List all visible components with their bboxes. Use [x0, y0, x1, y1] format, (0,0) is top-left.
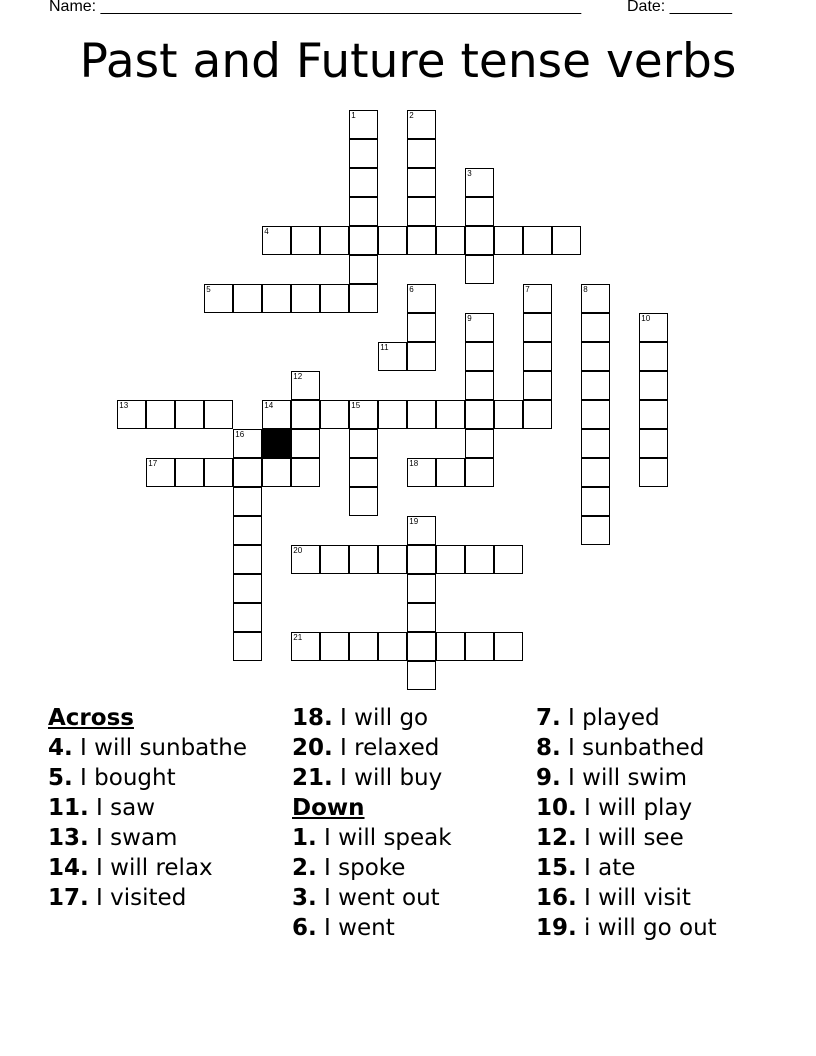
crossword-cell[interactable] [639, 400, 668, 429]
clue-down-15: 15. I ate [536, 855, 636, 881]
crossword-cell[interactable] [465, 632, 494, 661]
crossword-cell[interactable] [262, 458, 291, 487]
crossword-cell[interactable] [291, 545, 320, 574]
cell-number: 1 [351, 111, 356, 121]
crossword-cell[interactable] [465, 545, 494, 574]
crossword-cell[interactable] [349, 139, 378, 168]
crossword-cell[interactable] [523, 371, 552, 400]
crossword-cell[interactable] [465, 313, 494, 342]
crossword-cell[interactable] [465, 400, 494, 429]
crossword-cell[interactable] [407, 400, 436, 429]
crossword-cell[interactable] [436, 458, 465, 487]
cell-number: 9 [467, 314, 472, 324]
crossword-cell[interactable] [233, 516, 262, 545]
date-field[interactable]: Date: _______ [627, 0, 732, 15]
cell-number: 10 [641, 314, 651, 324]
crossword-cell[interactable] [378, 632, 407, 661]
crossword-cell[interactable] [349, 487, 378, 516]
clue-down-1: 1. I will speak [292, 825, 452, 851]
crossword-cell[interactable] [494, 400, 523, 429]
crossword-cell[interactable] [436, 545, 465, 574]
name-field[interactable]: Name: ______________________________________________________ [49, 0, 582, 15]
cell-number: 8 [583, 285, 588, 295]
crossword-cell[interactable] [581, 516, 610, 545]
down-heading: Down [292, 795, 365, 821]
clue-column-1 [48, 703, 288, 913]
crossword-cell[interactable] [349, 400, 378, 429]
crossword-cell[interactable] [407, 603, 436, 632]
crossword-cell[interactable] [291, 226, 320, 255]
crossword-cell[interactable] [581, 429, 610, 458]
crossword-cell[interactable] [291, 400, 320, 429]
clue-across-14: 14. I will relax [48, 855, 213, 881]
cell-number: 17 [148, 459, 158, 469]
crossword-cell[interactable] [349, 110, 378, 139]
crossword-cell[interactable] [552, 226, 581, 255]
crossword-cell[interactable] [407, 110, 436, 139]
crossword-cell[interactable] [407, 661, 436, 690]
crossword-cell[interactable] [581, 313, 610, 342]
crossword-cell[interactable] [378, 226, 407, 255]
clue-across-18: 18. I will go [292, 705, 429, 731]
crossword-cell[interactable] [291, 429, 320, 458]
cell-number: 3 [467, 169, 472, 179]
crossword-cell[interactable] [349, 226, 378, 255]
crossword-cell[interactable] [494, 545, 523, 574]
clue-down-9: 9. I will swim [536, 765, 688, 791]
clue-down-2: 2. I spoke [292, 855, 406, 881]
crossword-cell[interactable] [233, 284, 262, 313]
cell-number: 7 [525, 285, 530, 295]
crossword-cell[interactable] [639, 429, 668, 458]
cell-number: 21 [293, 633, 303, 643]
crossword-cell[interactable] [320, 226, 349, 255]
crossword-cell[interactable] [349, 458, 378, 487]
crossword-cell[interactable] [523, 284, 552, 313]
clue-down-3: 3. I went out [292, 885, 440, 911]
crossword-cell[interactable] [494, 226, 523, 255]
clue-across-5: 5. I bought [48, 765, 176, 791]
crossword-cell[interactable] [639, 342, 668, 371]
crossword-cell[interactable] [407, 516, 436, 545]
crossword-cell[interactable] [465, 226, 494, 255]
crossword-cell[interactable] [378, 545, 407, 574]
crossword-cell[interactable] [262, 226, 291, 255]
crossword-cell[interactable] [233, 429, 262, 458]
crossword-cell[interactable] [523, 342, 552, 371]
crossword-cell[interactable] [465, 342, 494, 371]
crossword-cell[interactable] [204, 284, 233, 313]
crossword-cell[interactable] [639, 371, 668, 400]
crossword-cell[interactable] [291, 458, 320, 487]
crossword-cell[interactable] [233, 574, 262, 603]
clue-across-11: 11. I saw [48, 795, 156, 821]
crossword-cell[interactable] [581, 371, 610, 400]
cell-number: 19 [409, 517, 419, 527]
crossword-cell[interactable] [175, 400, 204, 429]
cell-number: 5 [206, 285, 211, 295]
clue-down-8: 8. I sunbathed [536, 735, 705, 761]
crossword-cell[interactable] [291, 632, 320, 661]
crossword-cell[interactable] [349, 545, 378, 574]
crossword-cell[interactable] [465, 371, 494, 400]
crossword-cell[interactable] [523, 226, 552, 255]
cell-number: 12 [293, 372, 303, 382]
crossword-cell[interactable] [465, 255, 494, 284]
clue-down-12: 12. I will see [536, 825, 684, 851]
crossword-cell[interactable] [639, 313, 668, 342]
clue-down-7: 7. I played [536, 705, 660, 731]
crossword-cell[interactable] [523, 400, 552, 429]
crossword-cell[interactable] [581, 458, 610, 487]
across-heading: Across [48, 705, 134, 731]
crossword-cell[interactable] [262, 400, 291, 429]
crossword-cell[interactable] [407, 342, 436, 371]
clue-down-16: 16. I will visit [536, 885, 691, 911]
cell-number: 14 [264, 401, 274, 411]
crossword-cell[interactable] [407, 632, 436, 661]
crossword-cell[interactable] [465, 458, 494, 487]
cell-number: 2 [409, 111, 414, 121]
clue-across-20: 20. I relaxed [292, 735, 440, 761]
crossword-cell[interactable] [291, 284, 320, 313]
crossword-cell[interactable] [639, 458, 668, 487]
crossword-cell[interactable] [581, 284, 610, 313]
cell-number: 18 [409, 459, 419, 469]
crossword-cell[interactable] [233, 632, 262, 661]
cell-number: 11 [380, 343, 389, 353]
crossword-cell[interactable] [581, 342, 610, 371]
crossword-cell[interactable] [320, 545, 349, 574]
crossword-cell[interactable] [407, 139, 436, 168]
crossword-cell[interactable] [407, 574, 436, 603]
crossword-black-cell [262, 429, 291, 458]
crossword-cell[interactable] [523, 313, 552, 342]
cell-number: 16 [235, 430, 245, 440]
crossword-cell[interactable] [465, 197, 494, 226]
crossword-cell[interactable] [407, 458, 436, 487]
crossword-cell[interactable] [349, 429, 378, 458]
clue-column-3 [536, 703, 776, 943]
crossword-cell[interactable] [233, 545, 262, 574]
crossword-cell[interactable] [465, 168, 494, 197]
cell-number: 13 [119, 401, 129, 411]
crossword-cell[interactable] [407, 197, 436, 226]
crossword-cell[interactable] [407, 168, 436, 197]
crossword-cell[interactable] [407, 226, 436, 255]
clue-down-6: 6. I went [292, 915, 395, 941]
clue-down-19: 19. i will go out [536, 915, 717, 941]
clue-down-10: 10. I will play [536, 795, 693, 821]
crossword-cell[interactable] [291, 371, 320, 400]
clue-across-13: 13. I swam [48, 825, 178, 851]
cell-number: 6 [409, 285, 414, 295]
cell-number: 15 [351, 401, 361, 411]
crossword-cell[interactable] [494, 632, 523, 661]
clue-across-17: 17. I visited [48, 885, 187, 911]
crossword-cell[interactable] [320, 400, 349, 429]
crossword-cell[interactable] [146, 400, 175, 429]
clue-column-2 [292, 703, 532, 943]
cell-number: 4 [264, 227, 269, 237]
crossword-cell[interactable] [378, 342, 407, 371]
crossword-cell[interactable] [349, 255, 378, 284]
crossword-cell[interactable] [349, 168, 378, 197]
crossword-cell[interactable] [436, 632, 465, 661]
crossword-cell[interactable] [204, 458, 233, 487]
page-title: Past and Future tense verbs [79, 34, 737, 89]
crossword-cell[interactable] [378, 400, 407, 429]
crossword-cell[interactable] [407, 284, 436, 313]
crossword-cell[interactable] [349, 284, 378, 313]
crossword-cell[interactable] [407, 313, 436, 342]
crossword-cell[interactable] [407, 545, 436, 574]
cell-number: 20 [293, 546, 303, 556]
crossword-cell[interactable] [320, 632, 349, 661]
crossword-cell[interactable] [320, 284, 349, 313]
crossword-cell[interactable] [436, 226, 465, 255]
crossword-cell[interactable] [349, 632, 378, 661]
crossword-cell[interactable] [117, 400, 146, 429]
crossword-cell[interactable] [204, 400, 233, 429]
crossword-cell[interactable] [175, 458, 204, 487]
crossword-cell[interactable] [233, 487, 262, 516]
crossword-cell[interactable] [581, 487, 610, 516]
crossword-cell[interactable] [349, 197, 378, 226]
crossword-cell[interactable] [436, 400, 465, 429]
crossword-cell[interactable] [233, 458, 262, 487]
crossword-cell[interactable] [262, 284, 291, 313]
crossword-cell[interactable] [146, 458, 175, 487]
crossword-cell[interactable] [233, 603, 262, 632]
crossword-cell[interactable] [581, 400, 610, 429]
clue-across-21: 21. I will buy [292, 765, 443, 791]
clue-across-4: 4. I will sunbathe [48, 735, 248, 761]
crossword-cell[interactable] [465, 429, 494, 458]
